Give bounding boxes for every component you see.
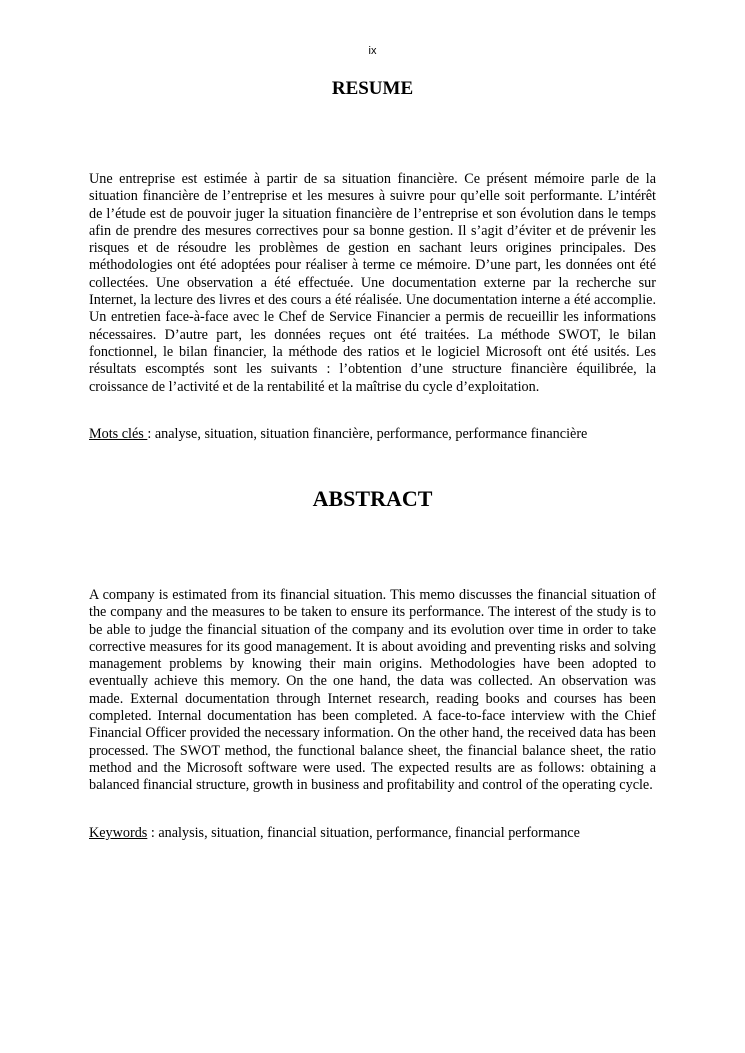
resume-keywords <box>89 426 669 443</box>
resume-title: RESUME <box>331 78 414 99</box>
abstract-keywords-label: Keywords <box>89 825 148 841</box>
resume-keywords-label: Mots clés <box>89 426 148 442</box>
abstract-title: ABSTRACT <box>312 486 433 511</box>
abstract-keywords <box>89 825 669 842</box>
abstract-keywords-text: : analysis, situation, financial situation, performance, financial performance <box>147 825 580 841</box>
resume-body: Une entreprise est estimée à partir de sa situation financière. Ce présent mémoire parle de la situation financière de l’entreprise et les mesures à suivre pour qu’elle soit performante. L’intérêt de l’étude est de pouvoir juger la situation financière de l’entreprise et son évolution dans le temps afin de prendre des mesures correctives pour sa bonne gestion. Il s’agit d’éviter et de prévenir les risques et de résoudre les problèmes de gestion en sachant leurs origines principales. Des méthodologies ont été adoptées pour réaliser à terme ce mémoire. D’une part, les données ont été collectées. Une observation a été effectuée. Une documentation externe par la recherche sur Internet, la lecture des livres et des cours a été réalisée. Une documentation interne a été accomplie. Un entretien face-à-face avec le Chef de Service Financier a permis de recueillir les informations nécessaires. D’autre part, les données reçues ont été traitées. La méthode SWOT, le bilan fonctionnel, le bilan financier, la méthode des ratios et le logiciel Microsoft ont été usités. Les résultats escomptés sont les suivants : l’obtention d’une structure financière équilibrée, la croissance de l’activité et de la rentabilité et la maîtrise du cycle d’exploitation. <box>89 171 656 395</box>
abstract-body: A company is estimated from its financial situation. This memo discusses the financial situation of the company and the measures to be taken to ensure its performance. The interest of the study is to be able to judge the financial situation of the company and its evolution over time in order to take corrective measures for its good management. It is about avoiding and preventing risks and solving management problems by knowing their main origins. Methodologies have been adopted to eventually achieve this memory. On the one hand, the data was collected. An observation was made. External documentation through Internet research, reading books and courses has been completed. Internal documentation has been completed. A face-to-face interview with the Chief Financial Officer provided the necessary information. On the other hand, the received data has been processed. The SWOT method, the functional balance sheet, the financial balance sheet, the ratio method and the Microsoft software were used. The expected results are as follows: obtaining a balanced financial structure, growth in business and profitability and control of the operating cycle. <box>89 587 656 794</box>
page-number: ix <box>368 45 377 57</box>
resume-keywords-text: : analyse, situation, situation financière, performance, performance financière <box>147 426 588 442</box>
